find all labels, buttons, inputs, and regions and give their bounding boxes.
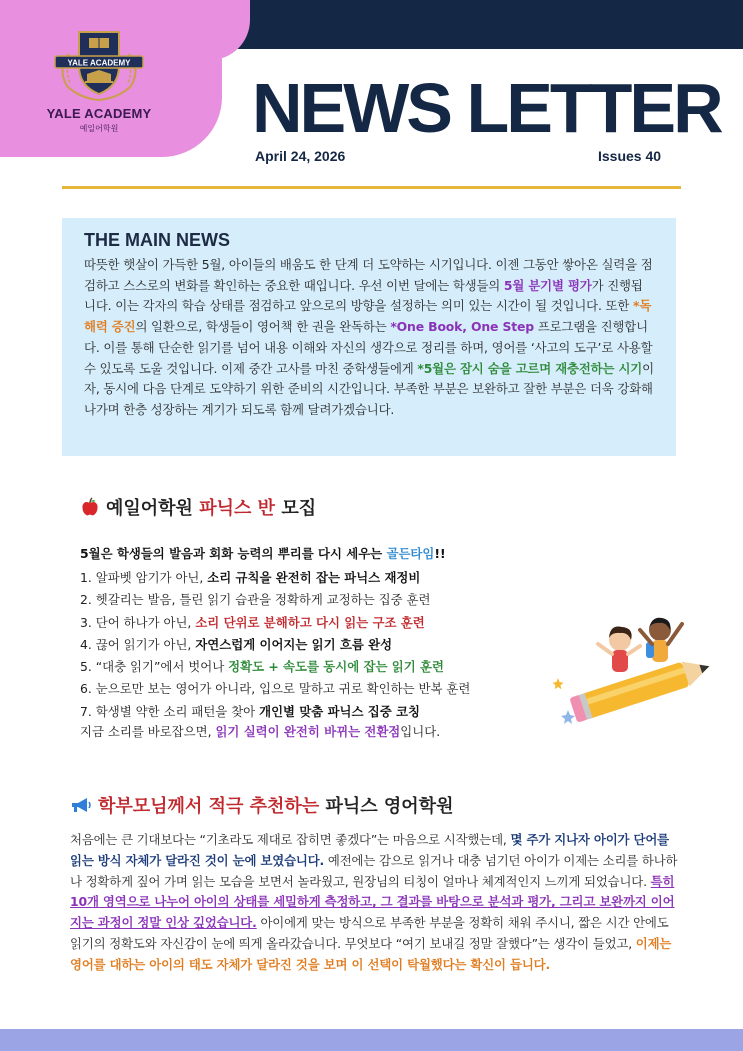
recommend-title-b: 파닉스 영어학원	[319, 796, 454, 817]
phonics-intro-c: !!	[434, 546, 446, 561]
phonics-list	[80, 567, 470, 723]
main-news-text: 가 진행됩니다. 이는 각자의 학습 상태를 점검하고 앞으로의 방향을 설정하는 의미 있는 시간이 될 것입니다. 또한	[84, 277, 643, 314]
list-item-text: 4. 끊어 읽기가 아닌,	[80, 636, 196, 652]
academy-subtitle: 예일어학원	[79, 124, 119, 133]
main-news-box	[62, 218, 676, 456]
main-news-highlight: *One Book, One Step	[390, 319, 534, 335]
footer-bar	[0, 1029, 743, 1051]
recommend-text: 예전에는 감으로 읽거나 대충 넘기던 아이가 이제는 소리를 하나하나 정확하게 짚어 가며 읽는 모습을 보면서 놀라웠고, 원장님의 티칭이 얼마나 체계적인지 느끼게 되었습니다.	[70, 852, 678, 889]
main-news-highlight: *5월은 잠시 숨을 고르며 재충전하는 시기	[417, 360, 643, 376]
phonics-title-b: 파닉스 반	[199, 498, 276, 519]
main-news-highlight: 5월 분기별 평가	[503, 277, 592, 293]
list-item-bold: 개인별 맞춤 파닉스 집중 코칭	[259, 703, 420, 719]
megaphone-icon	[70, 796, 92, 814]
list-item	[80, 656, 470, 678]
logo-panel-notch	[210, 0, 250, 60]
list-item-text: 3. 단어 하나가 아닌,	[80, 614, 196, 630]
recommend-text: 처음에는 큰 기대보다는 “기초라도 제대로 잡히면 좋겠다”는 마음으로 시작했는데,	[70, 832, 511, 847]
academy-logo[interactable]	[44, 24, 154, 134]
crest-text: YALE ACADEMY	[67, 58, 131, 68]
list-item	[80, 678, 470, 700]
main-news-highlight: *독해력 증진	[84, 298, 652, 335]
phonics-title-a: 예일어학원	[106, 498, 200, 519]
list-item	[80, 612, 470, 634]
list-item-bold: 정확도 + 속도를 동시에 잡는 읽기 훈련	[228, 659, 444, 675]
header-divider	[62, 186, 681, 189]
phonics-title-c: 모집	[275, 498, 317, 519]
main-news-text: 따뜻한 햇살이 가득한 5월, 아이들의 배움도 한 단계 더 도약하는 시기입니다. 이젠 그동안 쌓아온 실력을 점검하고 스스로의 변화를 확인하는 중요한 때입니다. 우선 이번 달에는 학생들의	[84, 257, 653, 293]
issue-date: April 24, 2026	[255, 148, 346, 164]
recommend-section-title	[70, 792, 453, 818]
recommend-highlight: 몇 주가 지나자 아이가 단어를 읽는 방식 자체가 달라진 것이 눈에 보였습니다.	[70, 832, 669, 868]
list-item-text: 7. 학생별 약한 소리 패턴을 찾아	[80, 703, 260, 719]
phonics-outro-a: 지금 소리를 바로잡으면,	[80, 724, 216, 739]
recommend-title-a: 학부모님께서 적극 추천하는	[98, 796, 320, 817]
list-item	[80, 634, 470, 656]
list-item-bold: 소리 규칙을 완전히 잡는 파닉스 재정비	[207, 570, 421, 585]
main-news-text: 의 일환으로, 학생들이 영어책 한 권을 완독하는	[135, 319, 391, 335]
list-item-text: 5. “대충 읽기”에서 벗어나	[80, 659, 229, 675]
main-news-title: THE MAIN NEWS	[84, 230, 230, 250]
main-news-body	[84, 255, 654, 421]
list-item-bold: 소리 단위로 분해하고 다시 읽는 구조 훈련	[195, 614, 425, 630]
phonics-intro-a: 5월은 학생들의 발음과 회화 능력의 뿌리를 다시 세우는	[80, 546, 387, 561]
list-item-text: 1. 알파벳 암기가 아닌,	[80, 570, 208, 585]
main-news-text: 프로그램을 진행합니다. 이를 통해 단순한 읽기를 넘어 내용 이해와 자신의 생각으로 정리를 하며, 영어를 ‘사고의 도구’로 사용할 수 있도록 도울 것입니다. 이제 중간 고사를 마친 중학생들에게	[84, 319, 653, 376]
list-item	[80, 701, 470, 723]
recommend-highlight: 이제는 영어를 대하는 아이의 태도 자체가 달라진 것을 보며 이 선택이 탁월했다는 확신이 듭니다.	[70, 935, 672, 972]
recommend-text: 아이에게 맞는 방식으로 부족한 부분을 정확히 채워 주시니, 짧은 시간 안에도 읽기의 정확도와 자신감이 눈에 띄게 올라갔습니다. 무엇보다 “여기 보내길 정말 잘했다”는 생각이 들었고,	[70, 915, 669, 951]
apple-icon	[80, 497, 100, 517]
recommend-highlight: 특히 10개 영역으로 나누어 아이의 상태를 세밀하게 측정하고, 그 결과를 바탕으로 분석과 평가, 그리고 보완까지 이어지는 과정이 정말 인상 깊었습니다.	[70, 873, 675, 931]
phonics-outro	[80, 722, 440, 740]
recommend-body	[70, 830, 680, 976]
phonics-intro	[80, 544, 446, 562]
academy-name: YALE ACADEMY	[46, 106, 152, 121]
phonics-outro-c: 입니다.	[400, 724, 441, 739]
list-item-text: 2. 헷갈리는 발음, 틀린 읽기 습관을 정확하게 교정하는 집중 훈련	[80, 592, 431, 608]
list-item	[80, 589, 470, 611]
issue-number: Issues 40	[598, 148, 662, 164]
list-item	[80, 567, 470, 589]
phonics-outro-b: 읽기 실력이 완전히 바뀌는 전환점	[215, 724, 401, 739]
kids-on-pencil-illustration	[548, 600, 718, 730]
phonics-section-title	[80, 494, 316, 520]
crest-icon	[49, 24, 149, 104]
list-item-bold: 자연스럽게 이어지는 읽기 흐름 완성	[195, 636, 393, 652]
page-title: NEWS LETTER	[252, 69, 721, 147]
main-news-text: 이자, 동시에 다음 단계로 도약하기 위한 준비의 시간입니다. 부족한 부분은 보완하고 잘한 부분은 더욱 강화해 나가며 한층 성장하는 계기가 되도록 함께 달려가겠습니다.	[84, 360, 654, 417]
phonics-intro-b: 골든타임	[386, 546, 435, 561]
list-item-text: 6. 눈으로만 보는 영어가 아니라, 입으로 말하고 귀로 확인하는 반복 훈련	[80, 681, 471, 697]
